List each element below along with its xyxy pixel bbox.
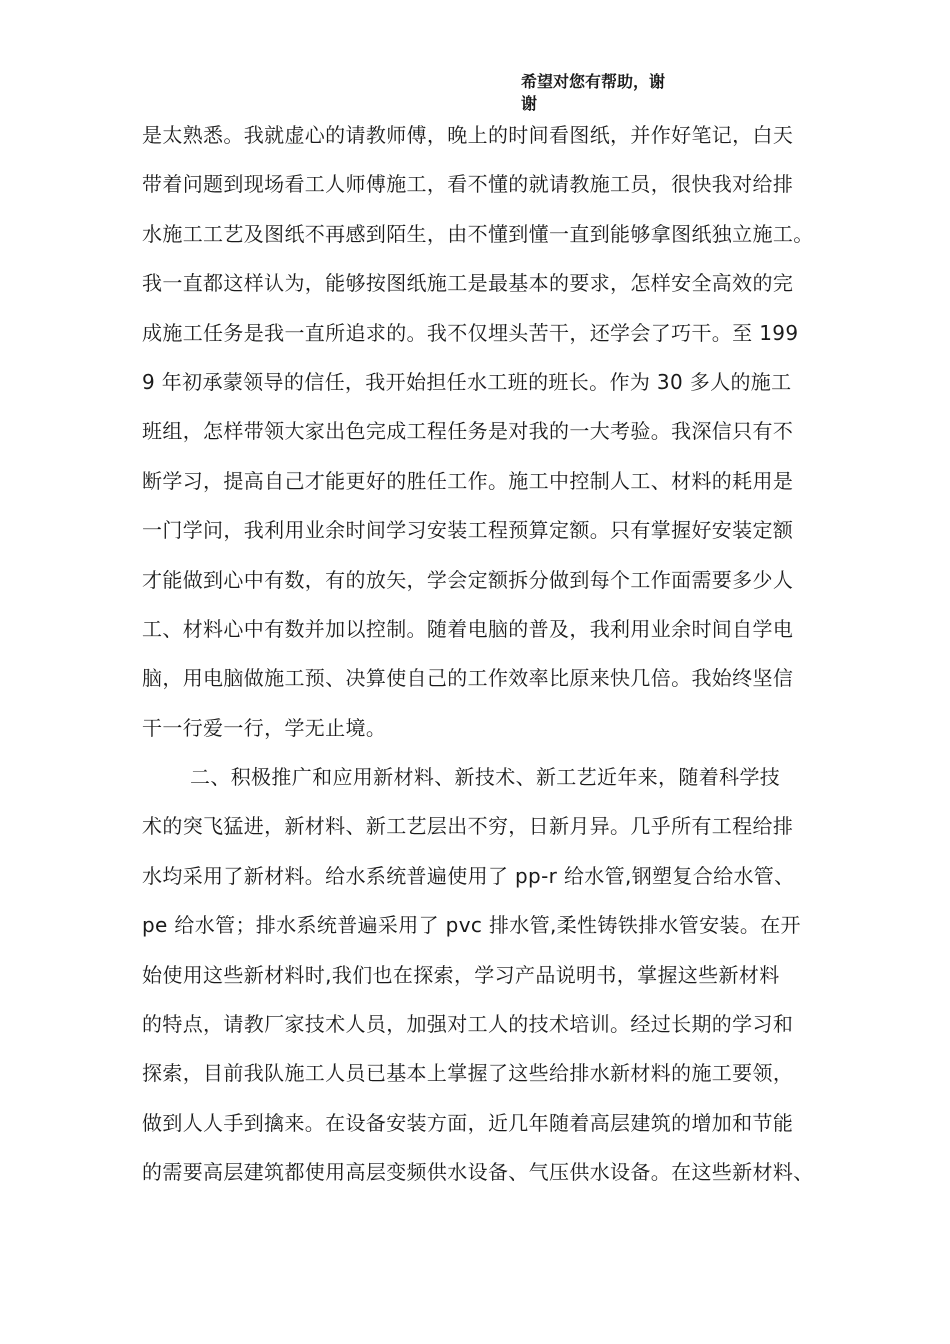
- text-line: 的特点，请教厂家技术人员，加强对工人的技术培训。经过长期的学习和: [142, 1012, 794, 1037]
- section-heading-line: 二、积极推广和应用新材料、新技术、新工艺近年来，随着科学技: [190, 765, 781, 790]
- text-line: 探索，目前我队施工人员已基本上掌握了这些给排水新材料的施工要领，: [142, 1061, 794, 1086]
- text-line: 一门学问，我利用业余时间学习安装工程预算定额。只有掌握好安装定额: [142, 518, 794, 543]
- text-line: 水施工工艺及图纸不再感到陌生，由不懂到懂一直到能够拿图纸独立施工。: [142, 221, 814, 246]
- text-line: 做到人人手到擒来。在设备安装方面，近几年随着高层建筑的增加和节能: [142, 1110, 794, 1135]
- text-line: 才能做到心中有数，有的放矢，学会定额拆分做到每个工作面需要多少人: [142, 567, 794, 592]
- text-line: 断学习，提高自己才能更好的胜任工作。施工中控制人工、材料的耗用是: [142, 468, 794, 493]
- body-text: [142, 115, 842, 1202]
- text-line: 成施工任务是我一直所追求的。我不仅埋头苦干，还学会了巧干。至 199: [142, 320, 799, 345]
- text-line: pe 给水管；排水系统普遍采用了 pvc 排水管,柔性铸铁排水管安装。在开: [142, 913, 801, 938]
- text-line: 带着问题到现场看工人师傅施工，看不懂的就请教施工员，很快我对给排: [142, 172, 794, 197]
- text-line: 9 年初承蒙领导的信任，我开始担任水工班的班长。作为 30 多人的施工: [142, 369, 792, 394]
- text-line: 的需要高层建筑都使用高层变频供水设备、气压供水设备。在这些新材料、: [142, 1160, 814, 1185]
- text-line: 术的突飞猛进，新材料、新工艺层出不穷，日新月异。几乎所有工程给排: [142, 814, 794, 839]
- text-line: 脑，用电脑做施工预、决算使自己的工作效率比原来快几倍。我始终坚信: [142, 666, 794, 691]
- text-line: 班组，怎样带领大家出色完成工程任务是对我的一大考验。我深信只有不: [142, 419, 794, 444]
- text-line: 工、材料心中有数并加以控制。随着电脑的普及，我利用业余时间自学电: [142, 616, 794, 641]
- text-line: 是太熟悉。我就虚心的请教师傅，晚上的时间看图纸，并作好笔记，白天: [142, 123, 794, 147]
- header-note-line-1: 希望对您有帮助，谢: [521, 74, 666, 91]
- text-line: 始使用这些新材料时,我们也在探索，学习产品说明书，掌握这些新材料: [142, 962, 780, 987]
- text-line: 我一直都这样认为，能够按图纸施工是最基本的要求，怎样安全高效的完: [142, 271, 794, 296]
- text-line: 水均采用了新材料。给水系统普遍使用了 pp-r 给水管,钢塑复合给水管、: [142, 863, 795, 888]
- header-note-line-2: 谢: [521, 96, 538, 113]
- header-note: [521, 72, 701, 116]
- text-line: 干一行爱一行，学无止境。: [142, 715, 387, 740]
